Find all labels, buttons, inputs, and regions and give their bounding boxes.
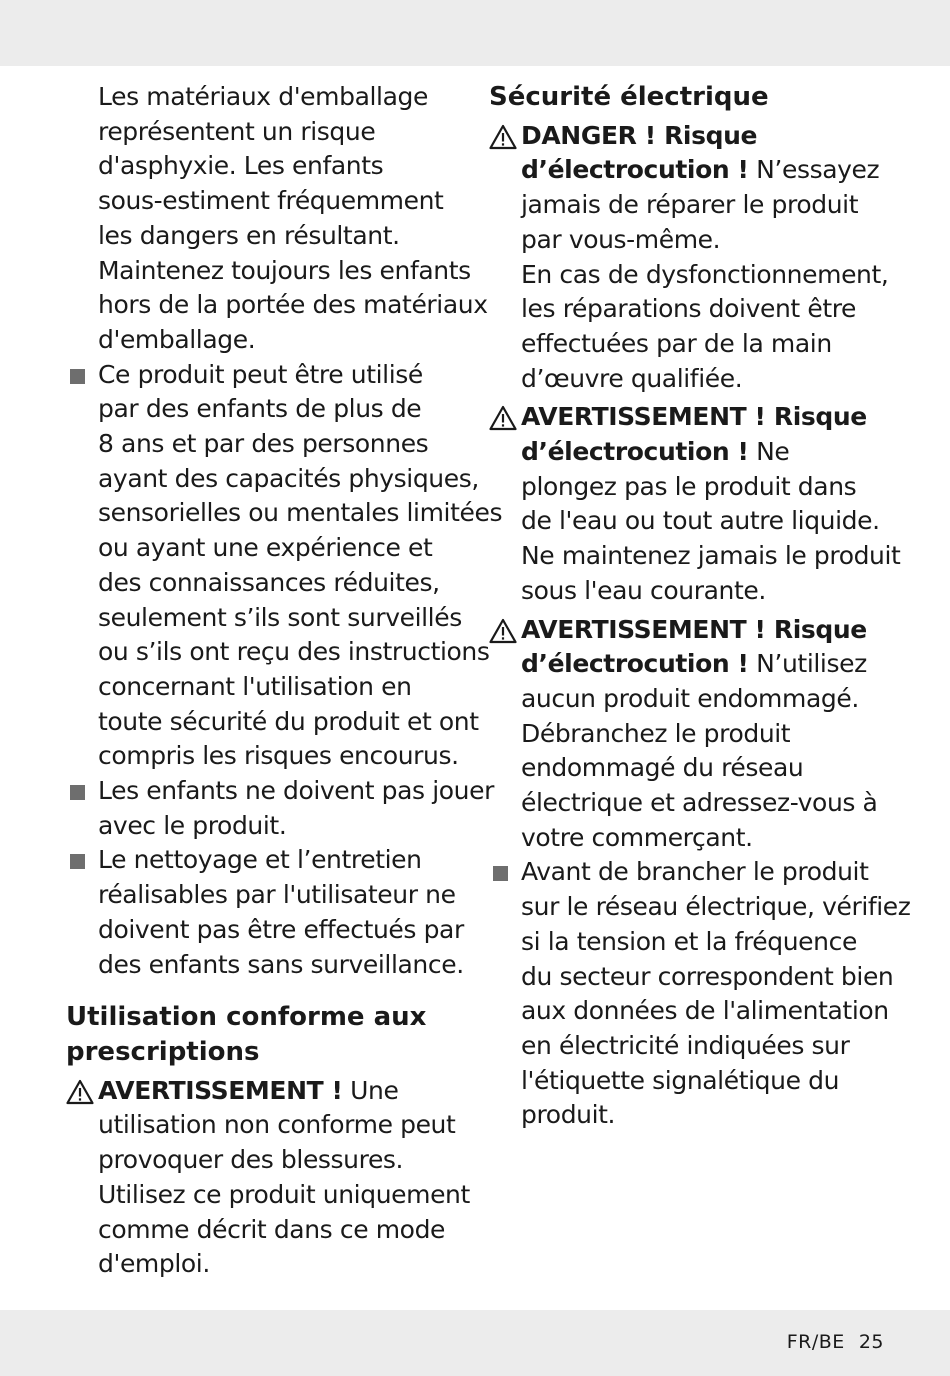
warning-triangle-icon xyxy=(489,124,517,150)
left-column xyxy=(66,80,503,1282)
text-line xyxy=(521,647,904,682)
text-line: Les enfants ne doivent pas jouer xyxy=(98,776,494,806)
text-line: les réparations doivent être xyxy=(521,294,857,324)
warning-label: AVERTISSEMENT ! xyxy=(98,1075,343,1105)
square-bullet-icon xyxy=(493,866,508,881)
danger-electrocution xyxy=(489,119,904,397)
text-line: avec le produit. xyxy=(98,810,287,840)
text-line: ayant des capacités physiques, xyxy=(98,463,479,493)
warning-label: AVERTISSEMENT ! Risque xyxy=(521,614,867,644)
text-fragment: Une xyxy=(342,1075,399,1105)
text-line: concernant l'utilisation en xyxy=(98,671,412,701)
heading-line: prescriptions xyxy=(66,1036,260,1067)
text-line: seulement s’ils sont surveillés xyxy=(98,602,462,632)
square-bullet-icon xyxy=(70,369,85,384)
text-line: aucun produit endommagé. xyxy=(521,683,859,713)
right-column xyxy=(489,80,911,1133)
text-line: Utilisez ce produit uniquement xyxy=(98,1179,470,1209)
text-line: d'asphyxie. Les enfants xyxy=(98,151,384,181)
text-line: doivent pas être effectués par xyxy=(98,914,464,944)
text-line: jamais de réparer le produit xyxy=(521,190,859,220)
text-fragment: Ne xyxy=(748,437,790,467)
text-line: d'emballage. xyxy=(98,324,256,354)
text-line: ou s’ils ont reçu des instructions xyxy=(98,637,490,667)
text-line: comme décrit dans ce mode xyxy=(98,1214,446,1244)
text-line: aux données de l'alimentation xyxy=(521,996,889,1026)
text-line: utilisation non conforme peut xyxy=(98,1110,456,1140)
square-bullet-icon xyxy=(70,854,85,869)
text-line: ou ayant une expérience et xyxy=(98,533,433,563)
locale-code: FR/BE xyxy=(786,1331,845,1353)
text-line xyxy=(98,1074,476,1109)
warning-label: AVERTISSEMENT ! Risque xyxy=(521,402,867,432)
page-footer xyxy=(787,1331,884,1353)
text-line: Débranchez le produit xyxy=(521,718,791,748)
list-item-children-use xyxy=(66,358,503,774)
page-number: 25 xyxy=(858,1331,884,1353)
text-line: effectuées par de la main xyxy=(521,328,832,358)
text-line: sensorielles ou mentales limitées xyxy=(98,498,503,528)
text-line: Avant de brancher le produit xyxy=(521,857,869,887)
text-line: hors de la portée des matériaux xyxy=(98,290,488,320)
warning-damaged-product xyxy=(489,613,904,856)
text-line: les dangers en résultant. xyxy=(98,220,400,250)
text-line: Ne maintenez jamais le produit xyxy=(521,541,901,571)
text-line: par des enfants de plus de xyxy=(98,394,422,424)
text-line xyxy=(521,153,904,188)
text-line: des enfants sans surveillance. xyxy=(98,949,464,979)
text-line: endommagé du réseau xyxy=(521,753,804,783)
text-line: toute sécurité du produit et ont xyxy=(98,706,479,736)
list-item-voltage-check xyxy=(489,855,911,1133)
text-fragment: N’utilisez xyxy=(748,649,867,679)
text-line: votre commerçant. xyxy=(521,822,753,852)
warning-immersion xyxy=(489,400,904,608)
text-line: en électricité indiquées sur xyxy=(521,1030,850,1060)
footer-band xyxy=(0,1310,950,1376)
danger-label-cont: d’électrocution ! xyxy=(521,155,749,185)
text-line: Le nettoyage et l’entretien xyxy=(98,845,422,875)
text-fragment: N’essayez xyxy=(748,155,880,185)
warning-triangle-icon xyxy=(489,405,517,431)
square-bullet-icon xyxy=(70,785,85,800)
text-line: produit. xyxy=(521,1100,616,1130)
text-line: électrique et adressez-vous à xyxy=(521,788,878,818)
text-line: plongez pas le produit dans xyxy=(521,471,857,501)
warning-label-cont: d’électrocution ! xyxy=(521,437,749,467)
text-line: de l'eau ou tout autre liquide. xyxy=(521,506,880,536)
text-line: du secteur correspondent bien xyxy=(521,961,894,991)
section-heading-electrical-safety: Sécurité électrique xyxy=(489,82,769,112)
header-band xyxy=(0,0,950,66)
text-line: d’œuvre qualifiée. xyxy=(521,363,743,393)
text-line: sous l'eau courante. xyxy=(521,575,766,605)
packaging-warning-text xyxy=(66,80,488,358)
text-line: Ce produit peut être utilisé xyxy=(98,359,423,389)
heading-line: Utilisation conforme aux xyxy=(66,1002,427,1033)
list-item-cleaning xyxy=(66,843,476,982)
section-heading-intended-use xyxy=(66,1000,476,1069)
text-line: En cas de dysfonctionnement, xyxy=(521,259,889,289)
text-line: Maintenez toujours les enfants xyxy=(98,255,471,285)
text-line: Les matériaux d'emballage xyxy=(98,82,428,111)
warning-label-cont: d’électrocution ! xyxy=(521,649,749,679)
text-line: par vous-même. xyxy=(521,224,721,254)
text-line: réalisables par l'utilisateur ne xyxy=(98,880,456,910)
text-line xyxy=(521,435,904,470)
list-item-children-play xyxy=(66,774,494,843)
danger-label: DANGER ! Risque xyxy=(521,120,758,150)
text-line: sur le réseau électrique, vérifiez xyxy=(521,892,911,922)
warning-intended-use xyxy=(66,1074,476,1282)
text-line: sous-estiment fréquemment xyxy=(98,186,444,216)
text-line: 8 ans et par des personnes xyxy=(98,429,429,459)
text-line: si la tension et la fréquence xyxy=(521,926,857,956)
text-line: des connaissances réduites, xyxy=(98,567,440,597)
text-line: provoquer des blessures. xyxy=(98,1145,404,1175)
warning-triangle-icon xyxy=(66,1079,94,1105)
warning-triangle-icon xyxy=(489,618,517,644)
text-line: compris les risques encourus. xyxy=(98,741,459,771)
text-line: représentent un risque xyxy=(98,116,376,146)
text-line: l'étiquette signalétique du xyxy=(521,1065,840,1095)
text-line: d'emploi. xyxy=(98,1249,210,1279)
